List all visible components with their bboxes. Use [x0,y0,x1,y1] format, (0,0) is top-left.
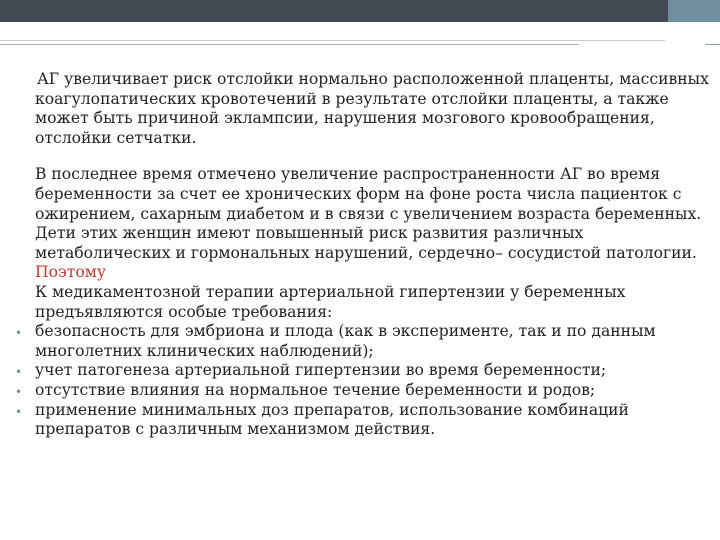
slide-body [15,70,715,440]
list-item [15,400,715,440]
list-item-text: отсутствие влияния на нормальное течение беременности и родов; [35,380,596,399]
bullet-icon: • [15,404,23,419]
requirements-list [15,322,715,440]
accent-word: Поэтому [35,263,107,282]
list-item [15,380,715,401]
slide-top-bar [0,0,720,22]
list-item [15,322,715,361]
paragraph-prevalence: В последнее время отмечено увеличение распространенности АГ во время беременности за счет ее хронических форм на фоне роста числа пациенток с ожирением, сахарным диабетом и в связи с увеличением возраста беременных. Дети этих женщин имеют повышенный риск развития различных метаболических и гормональных нарушений, сердечно– сосудистой патологии. [35,165,702,262]
list-item-text: учет патогенеза артериальной гипертензии во время беременности; [35,361,607,380]
requirements-intro: К медикаментозной терапии артериальной гипертензии у беременных предъявляются особые требования: [35,282,626,321]
divider-line [0,44,579,45]
list-item [15,361,715,381]
list-item-text: безопасность для эмбриона и плода (как в эксперименте, так и по данным многолетних клинических наблюдений); [35,322,656,360]
bullet-icon: • [15,365,23,380]
divider-line-upper [0,40,665,41]
list-item-text: применение минимальных доз препаратов, использование комбинаций препаратов с различным механизмом действия. [35,400,629,439]
slide-top-accent [668,0,720,22]
bullet-icon: • [15,384,23,399]
bullet-icon: • [15,326,23,341]
paragraph-risk: АГ увеличивает риск отслойки нормально расположенной плаценты, массивных коагулопатических кровотечений в результате отслойки плаценты, а также может быть причиной эклампсии, нарушения мозгового кровообращения, отслойки сетчатки. [35,70,709,147]
divider-line-right [705,44,720,45]
